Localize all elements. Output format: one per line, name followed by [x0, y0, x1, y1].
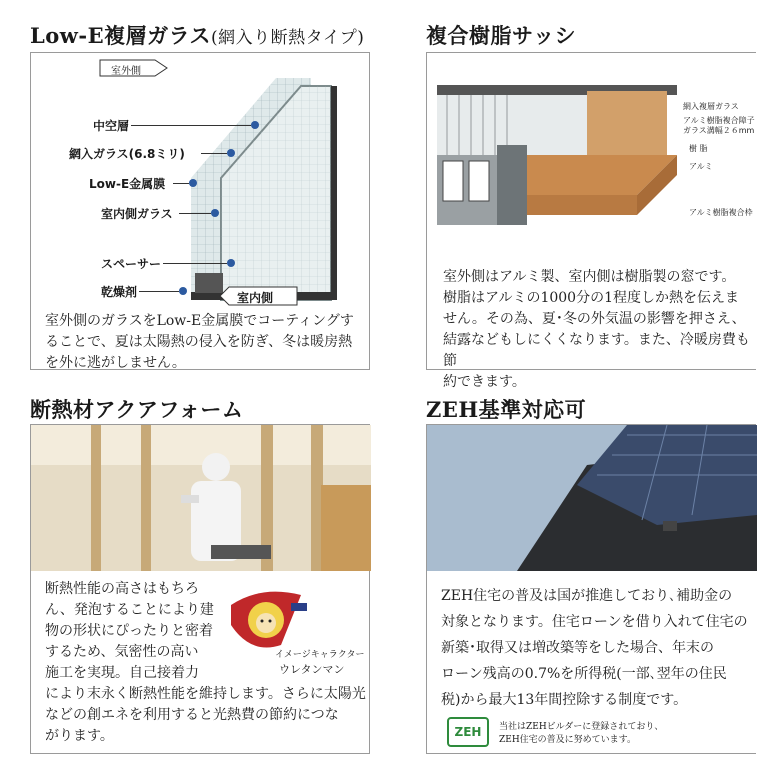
desiccant-label: 乾燥剤 — [101, 285, 138, 299]
sash-illustration — [437, 85, 677, 235]
sash-label-aluminum: アルミ — [689, 162, 713, 171]
lowe-film-dot — [189, 179, 197, 187]
hollow-layer-dot — [251, 121, 259, 129]
wired-glass-label: 網入ガラス(6.8ミリ) — [69, 147, 185, 161]
insulation-section-title: 断熱材アクアフォーム — [30, 397, 244, 422]
inner-glass-dot — [211, 209, 219, 217]
insulation-description-bottom: により末永く断熱性能を維持します。さらに太陽光 などの創エネを利用すると光熱費の節約につな がります。 — [45, 686, 366, 744]
sash-label-groove: ガラス溝幅２６mm — [683, 126, 755, 135]
glass-description: 室外側のガラスをLow-E金属膜でコーティングす ることで、夏は太陽熱の侵入を防ぎ、冬は暖房熱 を外に逃がしません。 — [45, 313, 354, 371]
sash-panel — [426, 52, 756, 390]
sash-label-frame: アルミ樹脂複合枠 — [689, 208, 753, 217]
inner-glass-label: 室内側ガラス — [101, 207, 173, 221]
sash-label-resin: 樹 脂 — [689, 144, 708, 153]
zeh-logo: ZEH — [447, 717, 489, 747]
zeh-description: ZEH住宅の普及は国が推進しており､補助金の 対象となります。住宅ローンを借り入れて住宅の 新築･取得又は増改築等をした場合、年末の ローン残高の0.7%を所得税(一部､翌年の住民 税)から最大13年間控除する制度です。 — [441, 588, 748, 708]
zeh-panel — [426, 424, 756, 754]
zeh-note: 当社はZEHビルダーに登録されており、 ZEH住宅の普及に努めています。 — [499, 722, 664, 745]
insulation-panel — [30, 424, 370, 754]
hollow-layer-label: 中空層 — [93, 119, 130, 133]
zeh-solar-photo — [427, 425, 757, 571]
inside-tag-label: 室内側 — [237, 291, 274, 305]
glass-illustration — [181, 68, 371, 308]
character-name: ウレタンマン — [279, 663, 345, 676]
glass-panel — [30, 52, 370, 370]
wired-glass-dot — [227, 149, 235, 157]
outside-tag-label: 室外側 — [111, 66, 141, 77]
lowe-film-label: Low-E金属膜 — [89, 177, 166, 191]
spacer-label: スペーサー — [101, 257, 162, 271]
desiccant-dot — [179, 287, 187, 295]
insulation-description-top: 断熱性能の高さはもちろ ん、発泡することにより建 物の形状にぴったりと密着 するため、気密性の高い 施工を実現。自己接着力 — [45, 581, 214, 681]
zeh-section-title: ZEH基準対応可 — [426, 397, 587, 422]
sash-description: 室外側はアルミ製、室内側は樹脂製の窓です。 樹脂はアルミの1000分の1程度しか熱を伝えま せん。その為、夏･冬の外気温の影響を押さえ、 結露などもしにくくなります。また、冷暖房費も節 約できます。 — [443, 269, 750, 390]
spacer-dot — [227, 259, 235, 267]
glass-section-title: Low-E複層ガラス(網入り断熱タイプ) — [30, 23, 365, 48]
sash-label-glass: 網入複層ガラス — [683, 102, 739, 111]
sash-section-title: 複合樹脂サッシ — [426, 23, 577, 48]
insulation-photo — [31, 425, 371, 571]
character-caption: イメージキャラクター — [275, 650, 365, 660]
sash-label-shoji: アルミ樹脂複合障子 — [683, 116, 755, 125]
